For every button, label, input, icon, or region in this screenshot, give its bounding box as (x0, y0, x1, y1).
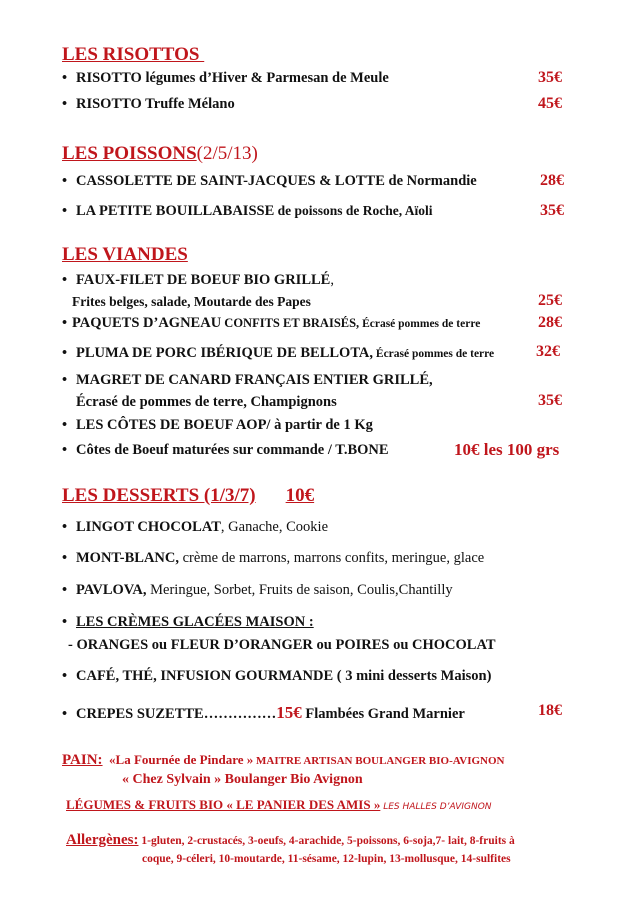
menu-item-risotto-truffe: • RISOTTO Truffe Mélano (62, 96, 235, 112)
price-bouillabaisse: 35€ (540, 202, 564, 219)
section-title-viandes: LES VIANDES (62, 244, 188, 265)
price-desserts: 10€ (285, 485, 315, 506)
menu-item-tbone: • Côtes de Boeuf maturées sur commande / T.BONE (62, 442, 389, 458)
menu-item-paquets-agneau: • PAQUETS D’AGNEAU CONFITS ET BRAISÉS, Écrasé pommes de terre (62, 315, 481, 331)
allergen-codes-poissons: (2/5/13) (196, 143, 258, 164)
section-title-desserts: LES DESSERTS (1/3/7) 10€ (62, 485, 315, 506)
menu-item-lingot: • LINGOT CHOCOLAT, Ganache, Cookie (62, 519, 329, 535)
allergenes-label: Allergènes: (66, 832, 139, 848)
price-risotto-truffe: 45€ (538, 95, 562, 112)
price-crepes-mid: 15€ (276, 703, 302, 722)
price-pluma: 32€ (536, 343, 560, 360)
price-magret: 35€ (538, 392, 562, 409)
menu-item-cassolette: • CASSOLETTE DE SAINT-JACQUES & LOTTE de Normandie (62, 173, 477, 189)
menu-item-faux-filet: • FAUX-FILET DE BOEUF BIO GRILLÉ, (62, 272, 334, 288)
price-crepes-suzette: 18€ (538, 702, 562, 719)
menu-item-crepes-suzette: • CREPES SUZETTE……………15€ Flambées Grand Marnier (62, 703, 465, 722)
pain-label: PAIN: (62, 752, 103, 768)
menu-item-mont-blanc: • MONT-BLANC, crème de marrons, marrons confits, meringue, glace (62, 550, 485, 566)
menu-item-risotto-hiver: • RISOTTO légumes d’Hiver & Parmesan de Meule (62, 70, 389, 86)
price-paquets-agneau: 28€ (538, 314, 562, 331)
menu-item-bouillabaisse: • LA PETITE BOUILLABAISSE de poissons de Roche, Aïoli (62, 203, 433, 219)
allergenes-line-2: coque, 9-céleri, 10-moutarde, 11-sésame, 12-lupin, 13-mollusque, 14-sulfites (142, 853, 511, 865)
pain-line-1: PAIN: «La Fournée de Pindare » MAITRE ARTISAN BOULANGER BIO-AVIGNON (62, 752, 505, 768)
menu-item-cafe-gourmand: • CAFÉ, THÉ, INFUSION GOURMANDE ( 3 mini desserts Maison) (62, 668, 492, 684)
menu-item-cremes-glacees: • LES CRÈMES GLACÉES MAISON : (62, 614, 314, 630)
price-tbone: 10€ les 100 grs (454, 440, 560, 459)
allergenes-line-1: Allergènes: 1-gluten, 2-crustacés, 3-oeufs, 4-arachide, 5-poissons, 6-soja,7- lait, 8-fruits à (66, 832, 515, 848)
section-title-risottos: LES RISOTTOS (62, 44, 200, 65)
price-faux-filet: 25€ (538, 292, 562, 309)
pain-line-2: « Chez Sylvain » Boulanger Bio Avignon (122, 772, 363, 787)
menu-item-pavlova: • PAVLOVA, Meringue, Sorbet, Fruits de saison, Coulis,Chantilly (62, 582, 453, 598)
menu-item-magret: • MAGRET DE CANARD FRANÇAIS ENTIER GRILLÉ, (62, 372, 433, 388)
price-cassolette: 28€ (540, 172, 564, 189)
section-title-poissons: LES POISSONS(2/5/13) (62, 143, 258, 164)
menu-item-cremes-glacees-parfums: - ORANGES ou FLEUR D’ORANGER ou POIRES ou CHOCOLAT (68, 637, 496, 653)
menu-item-pluma: • PLUMA DE PORC IBÉRIQUE DE BELLOTA, Écrasé pommes de terre (62, 345, 495, 361)
menu-item-faux-filet-detail: Frites belges, salade, Moutarde des Papes (72, 294, 311, 309)
menu-item-cotes-boeuf: • LES CÔTES DE BOEUF AOP/ à partir de 1 Kg (62, 417, 373, 433)
legumes-line: LÉGUMES & FRUITS BIO « LE PANIER DES AMIS » LES HALLES D’AVIGNON (66, 797, 492, 812)
menu-item-magret-detail: Écrasé de pommes de terre, Champignons (76, 394, 337, 410)
price-risotto-hiver: 35€ (538, 69, 562, 86)
